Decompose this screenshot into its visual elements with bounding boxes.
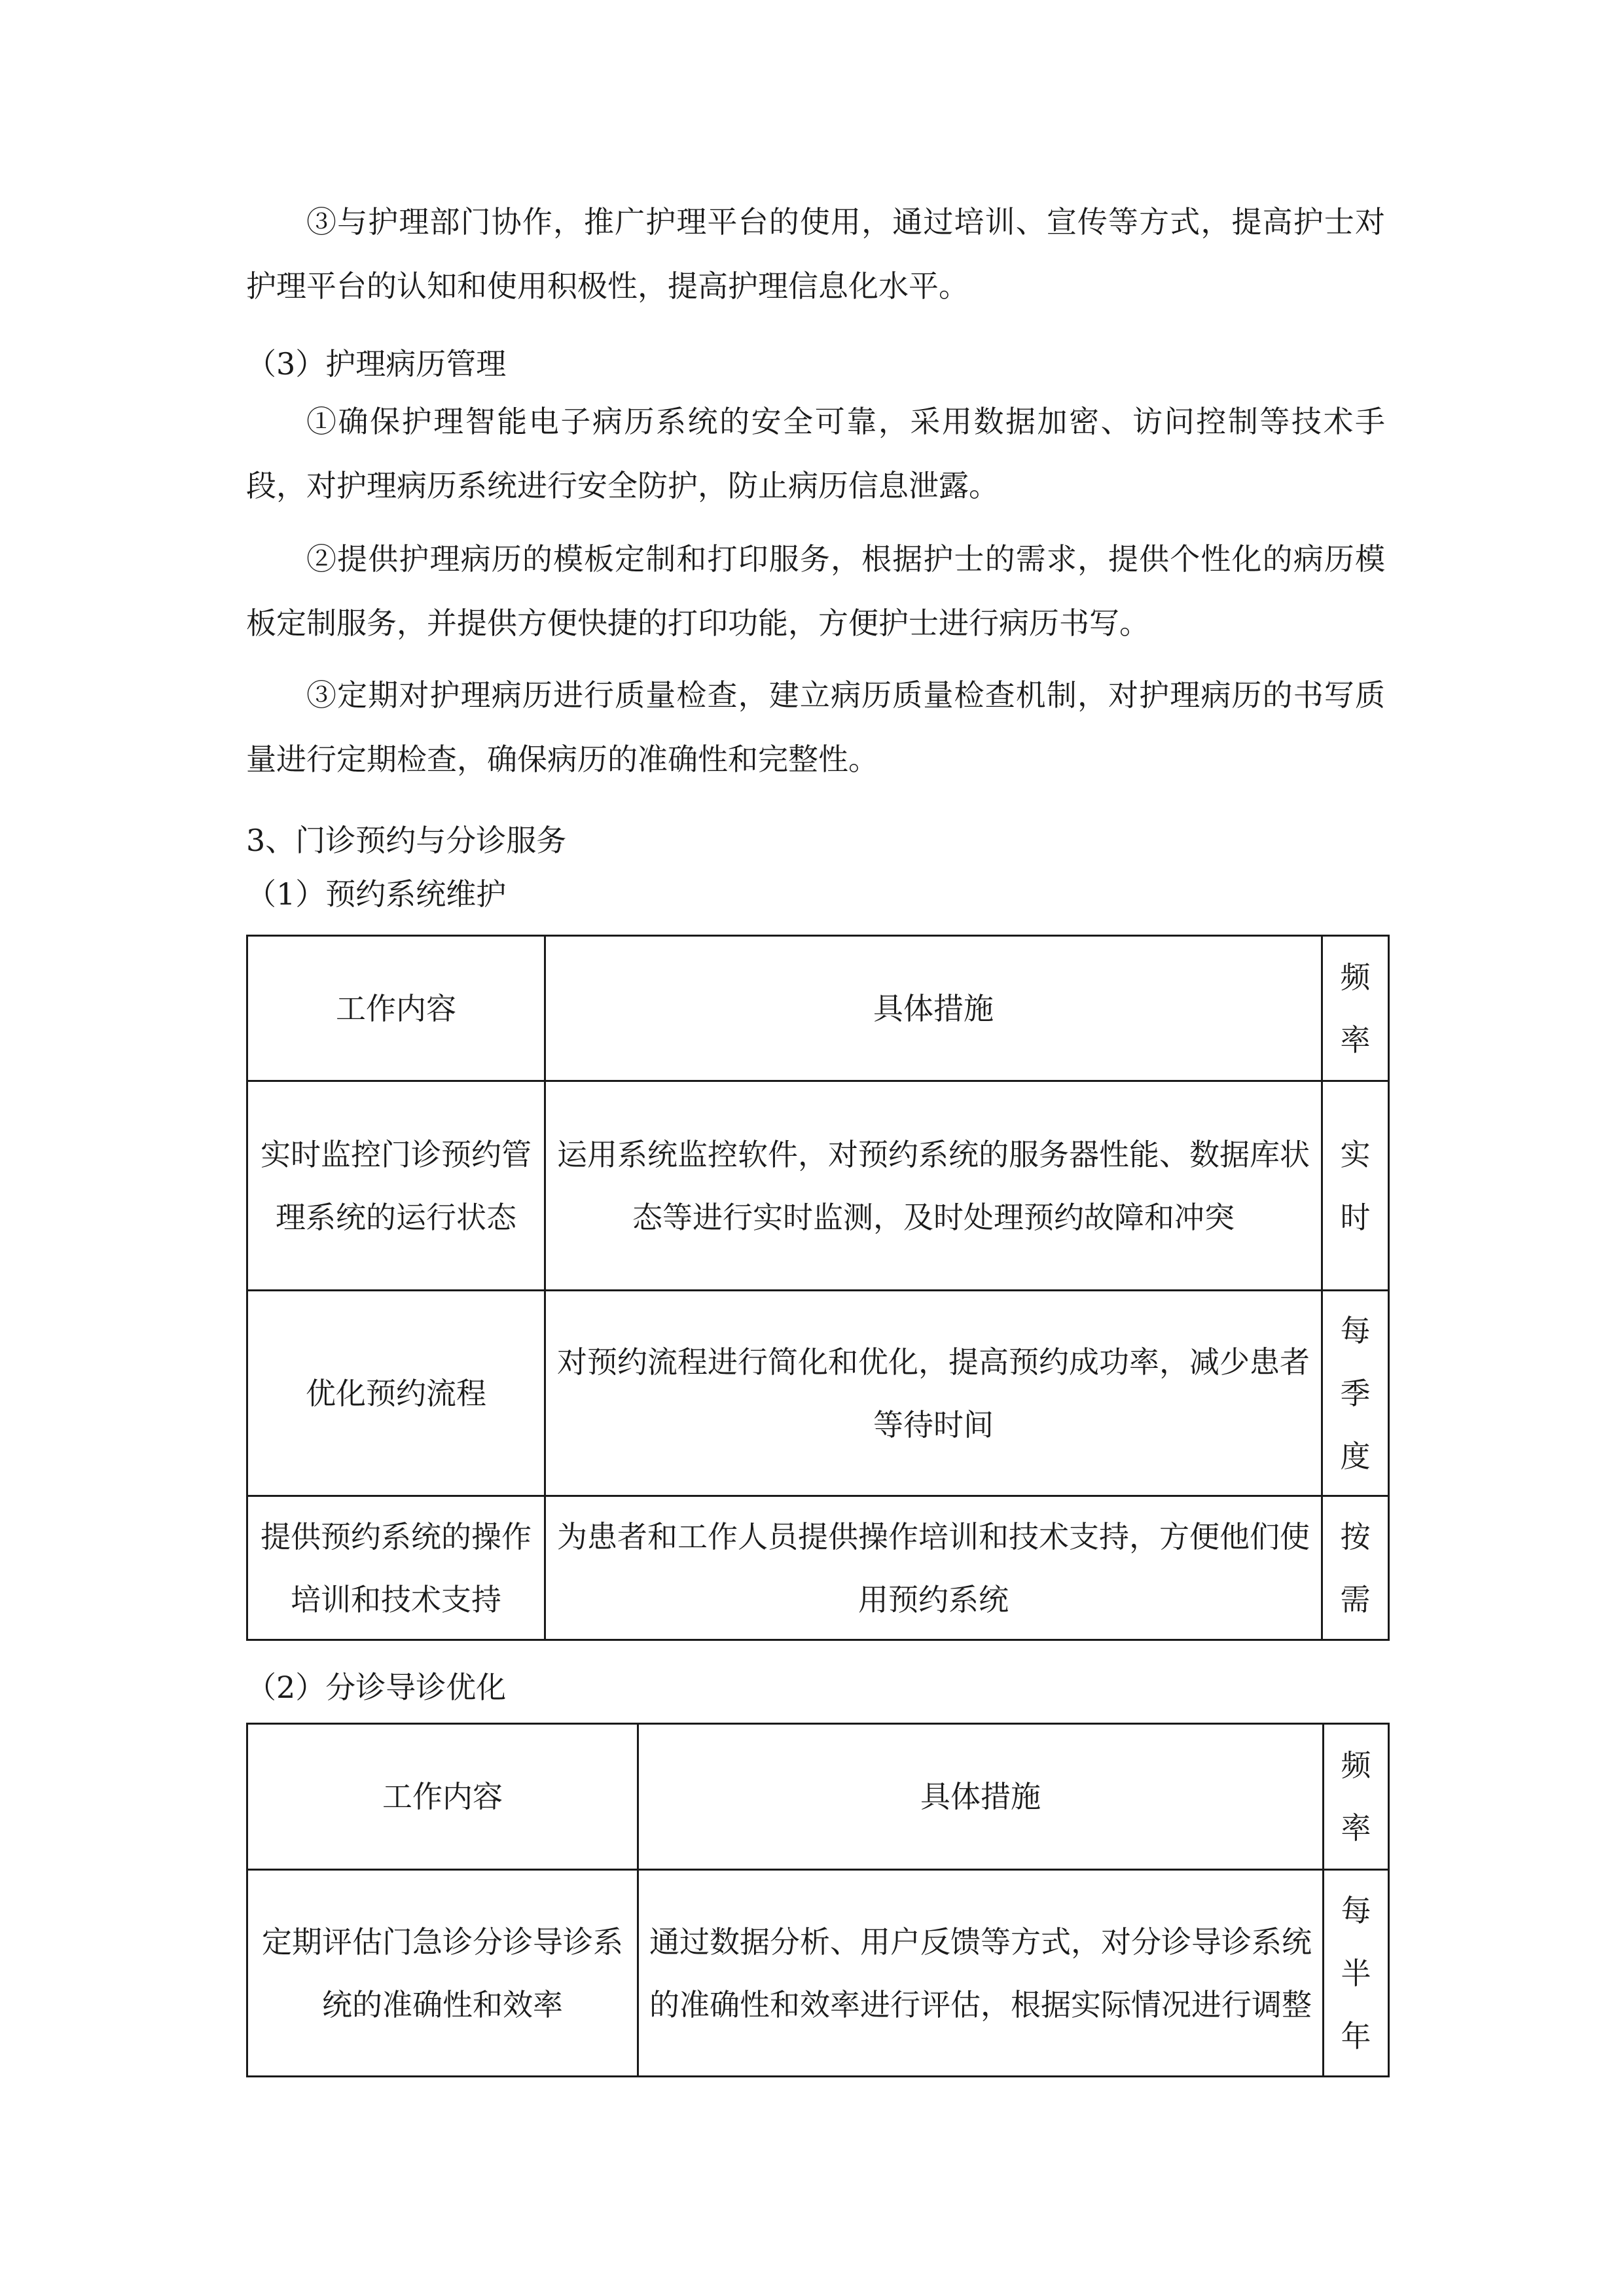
table-row bbox=[247, 1870, 1389, 2077]
table-row bbox=[247, 1496, 1389, 1640]
paragraph-records-security: ①确保护理智能电子病历系统的安全可靠，采用数据加密、访问控制等技术手段，对护理病历系统进行安全防护，防止病历信息泄露。 bbox=[246, 404, 1385, 503]
paragraph-records-quality: ③定期对护理病历进行质量检查，建立病历质量检查机制，对护理病历的书写质量进行定期检查，确保病历的准确性和完整性。 bbox=[246, 677, 1385, 777]
heading-outpatient-appointment: 3、门诊预约与分诊服务 bbox=[246, 823, 567, 858]
cell-measures: 对预约流程进行简化和优化，提高预约成功率，减少患者等待时间 bbox=[545, 1291, 1322, 1496]
table-row bbox=[247, 1081, 1389, 1291]
appointment-maintenance-table bbox=[246, 935, 1390, 1641]
paragraph-records-templates: ②提供护理病历的模板定制和打印服务，根据护士的需求，提供个性化的病历模板定制服务，并提供方便快捷的打印功能，方便护士进行病历书写。 bbox=[246, 541, 1385, 641]
header-measures: 具体措施 bbox=[638, 1724, 1324, 1870]
cell-frequency-text: 实时 bbox=[1340, 1136, 1371, 1235]
cell-measures: 运用系统监控软件，对预约系统的服务器性能、数据库状态等进行实时监测，及时处理预约故障和冲突 bbox=[545, 1081, 1322, 1291]
cell-frequency bbox=[1322, 1081, 1389, 1291]
cell-measures: 为患者和工作人员提供操作培训和技术支持，方便他们使用预约系统 bbox=[545, 1496, 1322, 1640]
paragraph-nursing-platform-promotion: ③与护理部门协作，推广护理平台的使用，通过培训、宣传等方式，提高护士对护理平台的认知和使用积极性，提高护理信息化水平。 bbox=[246, 204, 1385, 304]
cell-frequency bbox=[1324, 1870, 1389, 2077]
header-frequency bbox=[1322, 936, 1389, 1081]
cell-work-content: 提供预约系统的操作培训和技术支持 bbox=[247, 1496, 545, 1640]
cell-frequency bbox=[1322, 1291, 1389, 1496]
header-measures: 具体措施 bbox=[545, 936, 1322, 1081]
table-row bbox=[247, 1291, 1389, 1496]
header-frequency bbox=[1324, 1724, 1389, 1870]
cell-measures: 通过数据分析、用户反馈等方式，对分诊导诊系统的准确性和效率进行评估，根据实际情况进行调整 bbox=[638, 1870, 1324, 2077]
cell-frequency-text: 每半年 bbox=[1341, 1892, 1371, 2054]
cell-work-content: 定期评估门急诊分诊导诊系统的准确性和效率 bbox=[247, 1870, 638, 2077]
table-header-row bbox=[247, 936, 1389, 1081]
heading-appointment-system: （1）预约系统维护 bbox=[246, 876, 507, 912]
header-work-content: 工作内容 bbox=[247, 936, 545, 1081]
heading-nursing-records: （3）护理病历管理 bbox=[246, 346, 507, 382]
header-frequency-text: 频率 bbox=[1341, 1748, 1371, 1846]
cell-work-content: 优化预约流程 bbox=[247, 1291, 545, 1496]
triage-optimization-table bbox=[246, 1723, 1390, 2077]
header-frequency-text: 频率 bbox=[1340, 959, 1371, 1058]
table-header-row bbox=[247, 1724, 1389, 1870]
heading-triage-optimization: （2）分诊导诊优化 bbox=[246, 1670, 507, 1705]
header-work-content: 工作内容 bbox=[247, 1724, 638, 1870]
cell-work-content: 实时监控门诊预约管理系统的运行状态 bbox=[247, 1081, 545, 1291]
cell-frequency bbox=[1322, 1496, 1389, 1640]
cell-frequency-text: 按需 bbox=[1340, 1518, 1371, 1617]
cell-frequency-text: 每季度 bbox=[1340, 1312, 1371, 1474]
